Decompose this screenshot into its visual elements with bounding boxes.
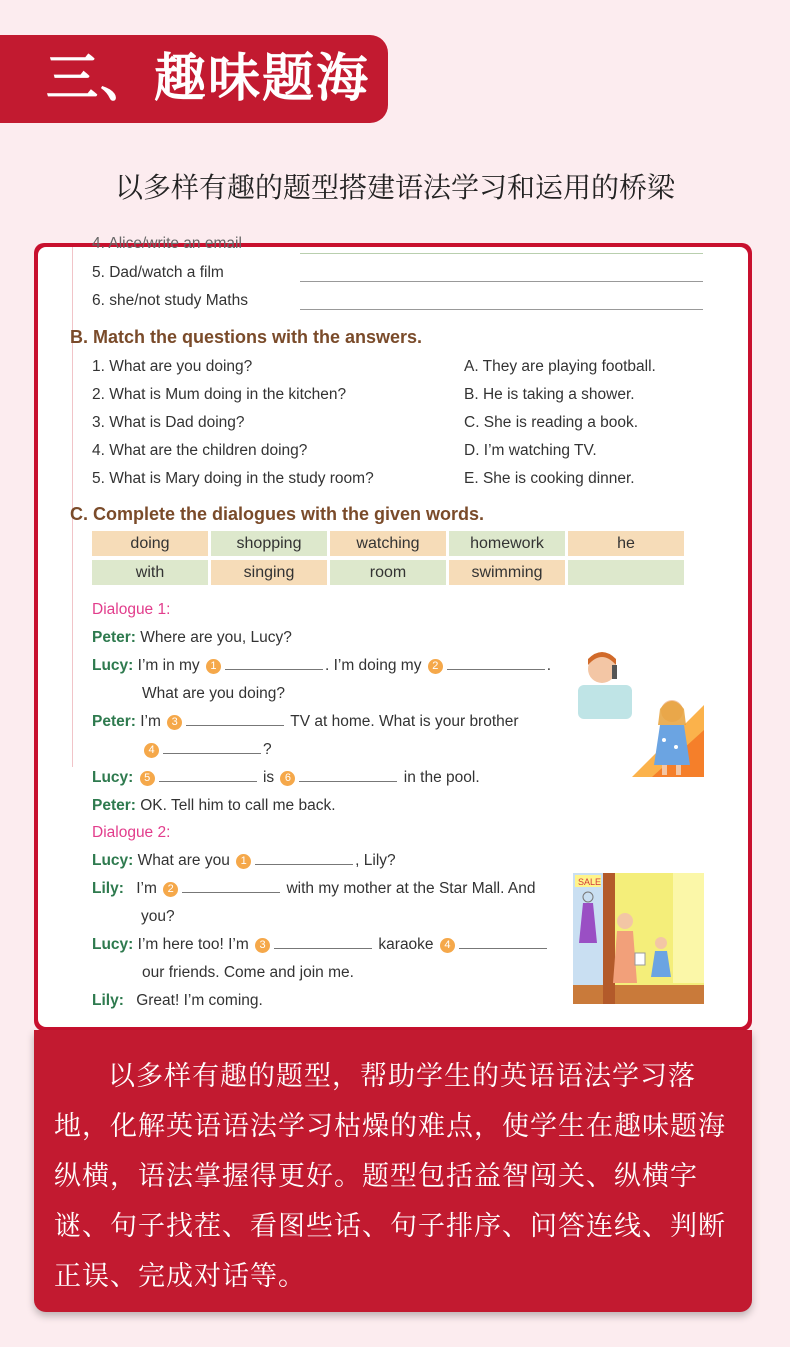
answer-line	[300, 253, 703, 254]
question-item: 5. What is Mary doing in the study room?	[92, 470, 374, 487]
blank	[447, 657, 545, 670]
question-item: 4. What are the children doing?	[92, 442, 308, 459]
line-text: What are you	[137, 852, 230, 869]
answer-line	[300, 309, 703, 310]
line-text: .	[546, 657, 552, 674]
dialogue-line	[92, 629, 292, 647]
blank-number: 3	[255, 938, 270, 953]
blank-number: 1	[206, 659, 221, 674]
item-a6: 6. she/not study Maths	[92, 292, 248, 309]
dialogue-line: you?	[141, 908, 175, 925]
dialogue-line	[92, 769, 480, 787]
answer-item: C. She is reading a book.	[464, 414, 639, 431]
line-text: Where are you, Lucy?	[140, 629, 292, 646]
line-text: . I’m doing my	[324, 657, 422, 674]
dialogue-line: our friends. Come and join me.	[142, 964, 354, 981]
dialogue-line	[92, 992, 263, 1010]
blank-number: 2	[163, 882, 178, 897]
speaker: Lucy:	[92, 852, 134, 869]
section-banner: 三、趣味题海	[0, 35, 388, 123]
answer-line	[300, 281, 703, 282]
line-text: TV at home. What is your brother	[290, 713, 519, 730]
line-text: I’m in my	[137, 657, 200, 674]
blank-number: 1	[236, 854, 251, 869]
answer-item: D. I’m watching TV.	[464, 442, 597, 459]
line-text: karaoke	[378, 936, 434, 953]
line-text: is	[262, 769, 275, 786]
line-text: OK. Tell him to call me back.	[140, 797, 336, 814]
dialogue2-label: Dialogue 2:	[92, 824, 171, 841]
dialogue-line: What are you doing?	[142, 685, 286, 702]
speaker: Peter:	[92, 713, 136, 730]
line-text: I’m here too! I’m	[137, 936, 249, 953]
answer-item: B. He is taking a shower.	[464, 386, 635, 403]
dialogue-line	[92, 713, 519, 731]
dialogue-line	[92, 852, 396, 870]
blank	[182, 880, 280, 893]
speaker: Lucy:	[92, 936, 134, 953]
speaker: Peter:	[92, 629, 136, 646]
dialogue-line	[92, 797, 336, 815]
word-cell: he	[568, 531, 684, 556]
speaker: Lucy:	[92, 657, 134, 674]
blank	[274, 936, 372, 949]
dialogue-line	[92, 936, 549, 954]
shopping-illustration	[573, 873, 704, 1004]
dialogue-line	[92, 880, 535, 898]
exercise-page	[38, 235, 748, 1027]
blank-number: 6	[280, 771, 295, 786]
word-cell	[568, 560, 684, 585]
blank-number: 2	[428, 659, 443, 674]
line-text: I’m	[136, 880, 157, 897]
word-cell: doing	[92, 531, 208, 556]
item-a4-cut: 4. Alice/write an email	[92, 235, 242, 252]
dialogue-line	[142, 741, 272, 759]
section-subtitle: 以多样有趣的题型搭建语法学习和运用的桥梁	[114, 171, 675, 204]
word-cell: watching	[330, 531, 446, 556]
speaker: Peter:	[92, 797, 136, 814]
question-item: 2. What is Mum doing in the kitchen?	[92, 386, 347, 403]
line-text: I’m	[140, 713, 161, 730]
line-text: in the pool.	[403, 769, 480, 786]
blank-number: 4	[440, 938, 455, 953]
exercise-card	[34, 235, 752, 1031]
word-cell: homework	[449, 531, 565, 556]
word-cell: room	[330, 560, 446, 585]
blank	[159, 769, 257, 782]
question-item: 3. What is Dad doing?	[92, 414, 245, 431]
line-text: , Lily?	[355, 852, 396, 869]
dialogue1-label: Dialogue 1:	[92, 601, 171, 618]
sale-sign: SALE	[578, 877, 602, 887]
blank	[459, 936, 547, 949]
blank-number: 4	[144, 743, 159, 758]
blank	[299, 769, 397, 782]
line-text: ?	[263, 741, 272, 758]
word-cell: swimming	[449, 560, 565, 585]
blank	[186, 713, 284, 726]
word-cell: shopping	[211, 531, 327, 556]
answer-item: E. She is cooking dinner.	[464, 470, 635, 487]
speaker: Lily:	[92, 992, 124, 1009]
description-panel	[34, 1030, 752, 1312]
word-cell: with	[92, 560, 208, 585]
line-text: with my mother at the Star Mall. And	[286, 880, 536, 897]
word-cell: singing	[211, 560, 327, 585]
speaker: Lucy:	[92, 769, 134, 786]
blank-number: 5	[140, 771, 155, 786]
blank	[255, 852, 353, 865]
section-b-title: B. Match the questions with the answers.	[70, 327, 423, 347]
answer-item: A. They are playing football.	[464, 358, 656, 375]
speaker: Lily:	[92, 880, 124, 897]
description-text: 以多样有趣的题型，帮助学生的英语语法学习落地，化解英语语法学习枯燥的难点，使学生在趣味题海纵横，语法掌握得更好。题型包括益智闯关、纵横字谜、句子找茬、看图些话、句子排序、问答连线、判断正误、完成对话等。	[54, 1061, 726, 1292]
phone-call-illustration	[572, 645, 704, 777]
blank-number: 3	[167, 715, 182, 730]
dialogue-line	[92, 657, 551, 675]
question-item: 1. What are you doing?	[92, 358, 253, 375]
line-text: Great! I’m coming.	[136, 992, 263, 1009]
section-c-title: C. Complete the dialogues with the given words.	[70, 504, 485, 524]
blank	[163, 741, 261, 754]
item-a5: 5. Dad/watch a film	[92, 264, 224, 281]
blank	[225, 657, 323, 670]
